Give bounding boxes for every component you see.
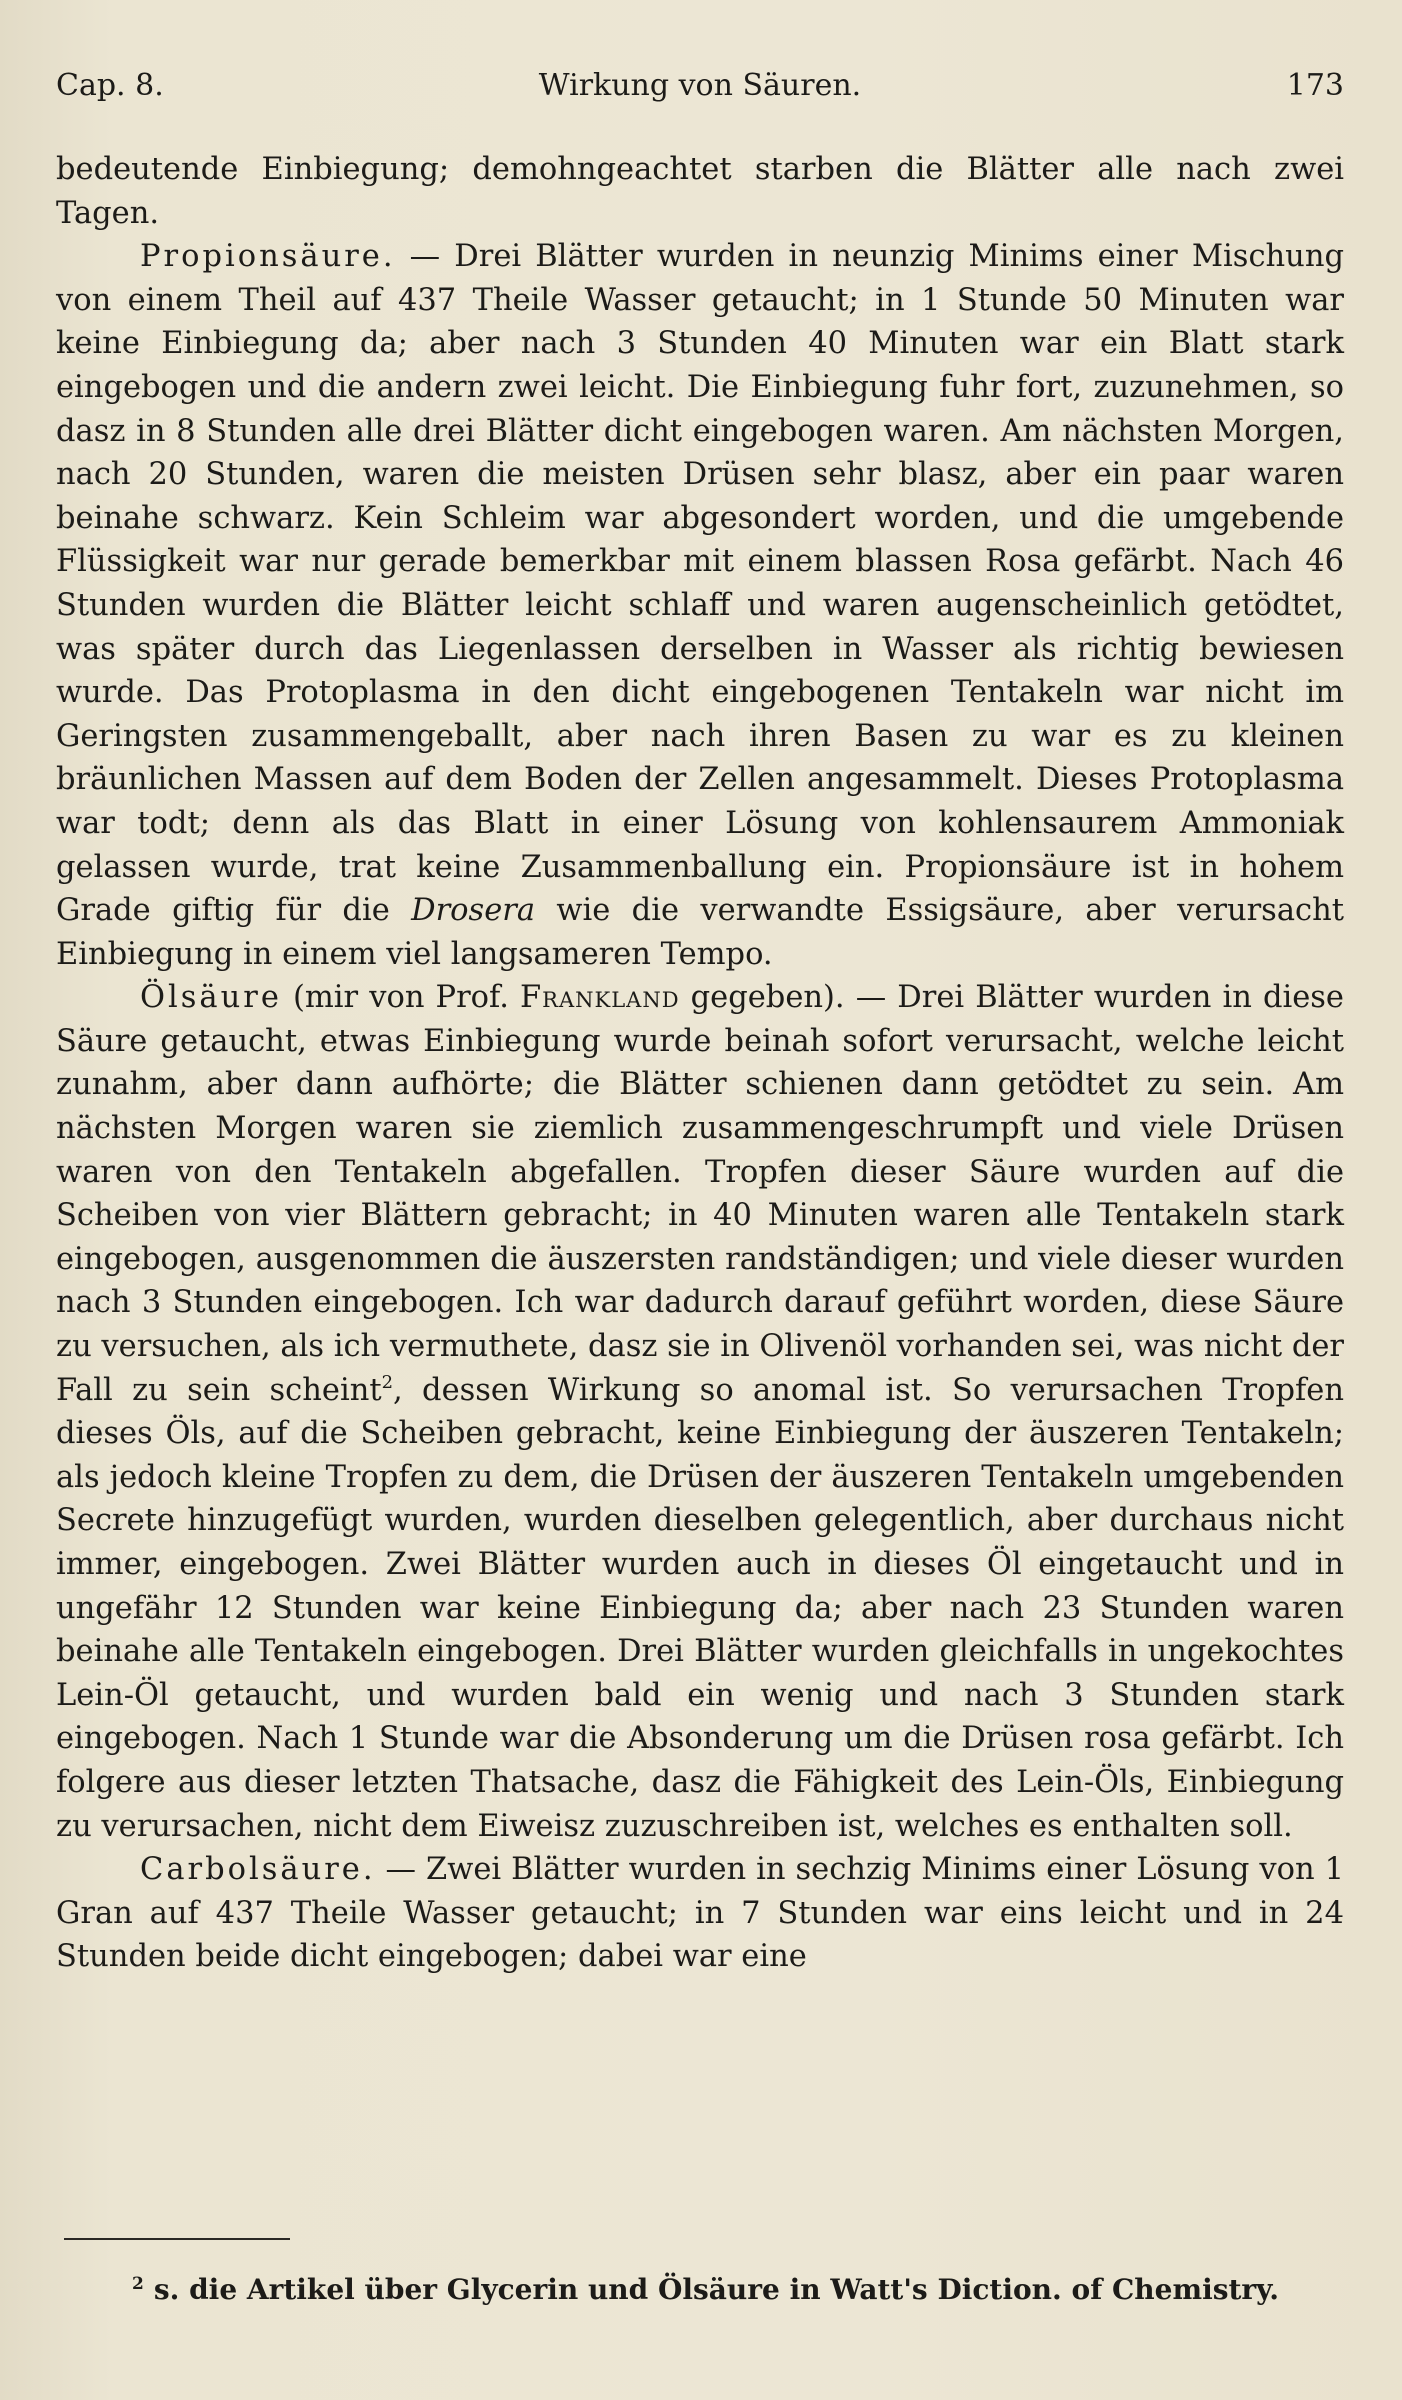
body-text (56, 148, 1344, 1979)
italic-term: Drosera (411, 893, 536, 929)
paragraph-lead: Ölsäure (140, 980, 282, 1016)
footnote-text: s. die Artikel über Glycerin und Ölsäure in Watt's Diction. of Chemistry. (153, 2273, 1279, 2306)
page-title: Wirkung von Säuren. (538, 68, 862, 103)
paragraph-text: — Drei Blätter wurden in neunzig Minims einer Mischung von einem Theil auf 437 Theile Wasser getaucht; in 1 Stunde 50 Minuten war keine Einbiegung da; aber nach 3 Stunden 40 Minuten war ein Blatt stark eingebogen und die andern zwei leicht. Die Einbiegung fuhr fort, zuzunehmen, so dasz in 8 Stunden alle drei Blätter dicht eingebogen waren. Am nächsten Morgen, nach 20 Stunden, waren die meisten Drüsen sehr blasz, aber ein paar waren beinahe schwarz. Kein Schleim war abgesondert worden, und die umgebende Flüssigkeit war nur gerade bemerkbar mit einem blassen Rosa gefärbt. Nach 46 Stunden wurden die Blätter leicht schlaff und waren augenscheinlich getödtet, was später durch das Liegenlassen derselben in Wasser als richtig bewiesen wurde. Das Protoplasma in den dicht eingebogenen Tentakeln war nicht im Geringsten zusammengeballt, aber nach ihren Basen zu war es zu kleinen bräunlichen Massen auf dem Boden der Zellen angesammelt. Dieses Protoplasma war todt; denn als das Blatt in einer Lösung von kohlensaurem Ammoniak gelassen wurde, trat keine Zusammenballung ein. Propionsäure ist in hohem Grade giftig für die (56, 239, 1344, 929)
footnote-marker: 2 (132, 2274, 144, 2294)
paragraph-oelsaeure (56, 976, 1344, 1848)
author-name: Frankland (520, 980, 680, 1016)
chapter-label: Cap. 8. (56, 68, 164, 103)
paragraph-continuation (56, 148, 1344, 235)
paragraph-lead: Propionsäure. (140, 239, 396, 275)
paragraph-text: — Zwei Blätter wurden in sechzig Minims einer Lösung von 1 Gran auf 437 Theile Wasser getaucht; in 7 Stunden war eins leicht und in 24 Stunden beide dicht eingebogen; dabei war eine (56, 1852, 1344, 1975)
paragraph-text: bedeutende Einbiegung; demohngeachtet starben die Blätter alle nach zwei Tagen. (56, 152, 1344, 231)
running-header (56, 62, 1344, 110)
paragraph-pre: (mir von Prof. (281, 980, 521, 1016)
paragraph-carbolsaeure (56, 1848, 1344, 1979)
paragraph-tail: , dessen Wirkung so anomal ist. So verursachen Tropfen dieses Öls, auf die Scheiben gebracht, keine Einbiegung der äuszeren Tentakeln; als jedoch kleine Tropfen zu dem, die Drüsen der äuszeren Tentakeln umgebenden Secrete hinzugefügt wurden, wurden dieselben gelegentlich, aber durchaus nicht immer, eingebogen. Zwei Blätter wurden auch in dieses Öl eingetaucht und in ungefähr 12 Stunden war keine Einbiegung da; aber nach 23 Stunden waren beinahe alle Tentakeln eingebogen. Drei Blätter wurden gleichfalls in ungekochtes Lein-Öl getaucht, und wurden bald ein wenig und nach 3 Stunden stark eingebogen. Nach 1 Stunde war die Absonderung um die Drüsen rosa gefärbt. Ich folgere aus dieser letzten Thatsache, dasz die Fähigkeit des Lein-Öls, Einbiegung zu verursachen, nicht dem Eiweisz zuzuschreiben ist, welches es enthalten soll. (56, 1372, 1344, 1844)
paragraph-lead: Carbolsäure. (140, 1852, 376, 1888)
footnote-reference[interactable]: 2 (381, 1371, 394, 1393)
paragraph-text: gegeben). — Drei Blätter wurden in diese Säure getaucht, etwas Einbiegung wurde beinah sofort verursacht, welche leicht zunahm, aber dann aufhörte; die Blätter schienen dann getödtet zu sein. Am nächsten Morgen waren sie ziemlich zusammengeschrumpft und viele Drüsen waren von den Tentakeln abgefallen. Tropfen dieser Säure wurden auf die Scheiben von vier Blättern gebracht; in 40 Minuten waren alle Tentakeln stark eingebogen, ausgenommen die äuszersten randständigen; und viele dieser wurden nach 3 Stunden eingebogen. Ich war dadurch darauf geführt worden, diese Säure zu versuchen, als ich vermuthete, dasz sie in Olivenöl vorhanden sei, was nicht der Fall zu sein scheint (56, 980, 1344, 1408)
footnote-divider (64, 2238, 290, 2240)
footnote (132, 2270, 1344, 2310)
page-number: 173 (1286, 68, 1344, 103)
paragraph-tail: wie die verwandte Essigsäure, aber verursacht Einbiegung in einem viel langsameren Tempo. (56, 893, 1344, 972)
paragraph-propionsaeure (56, 235, 1344, 976)
